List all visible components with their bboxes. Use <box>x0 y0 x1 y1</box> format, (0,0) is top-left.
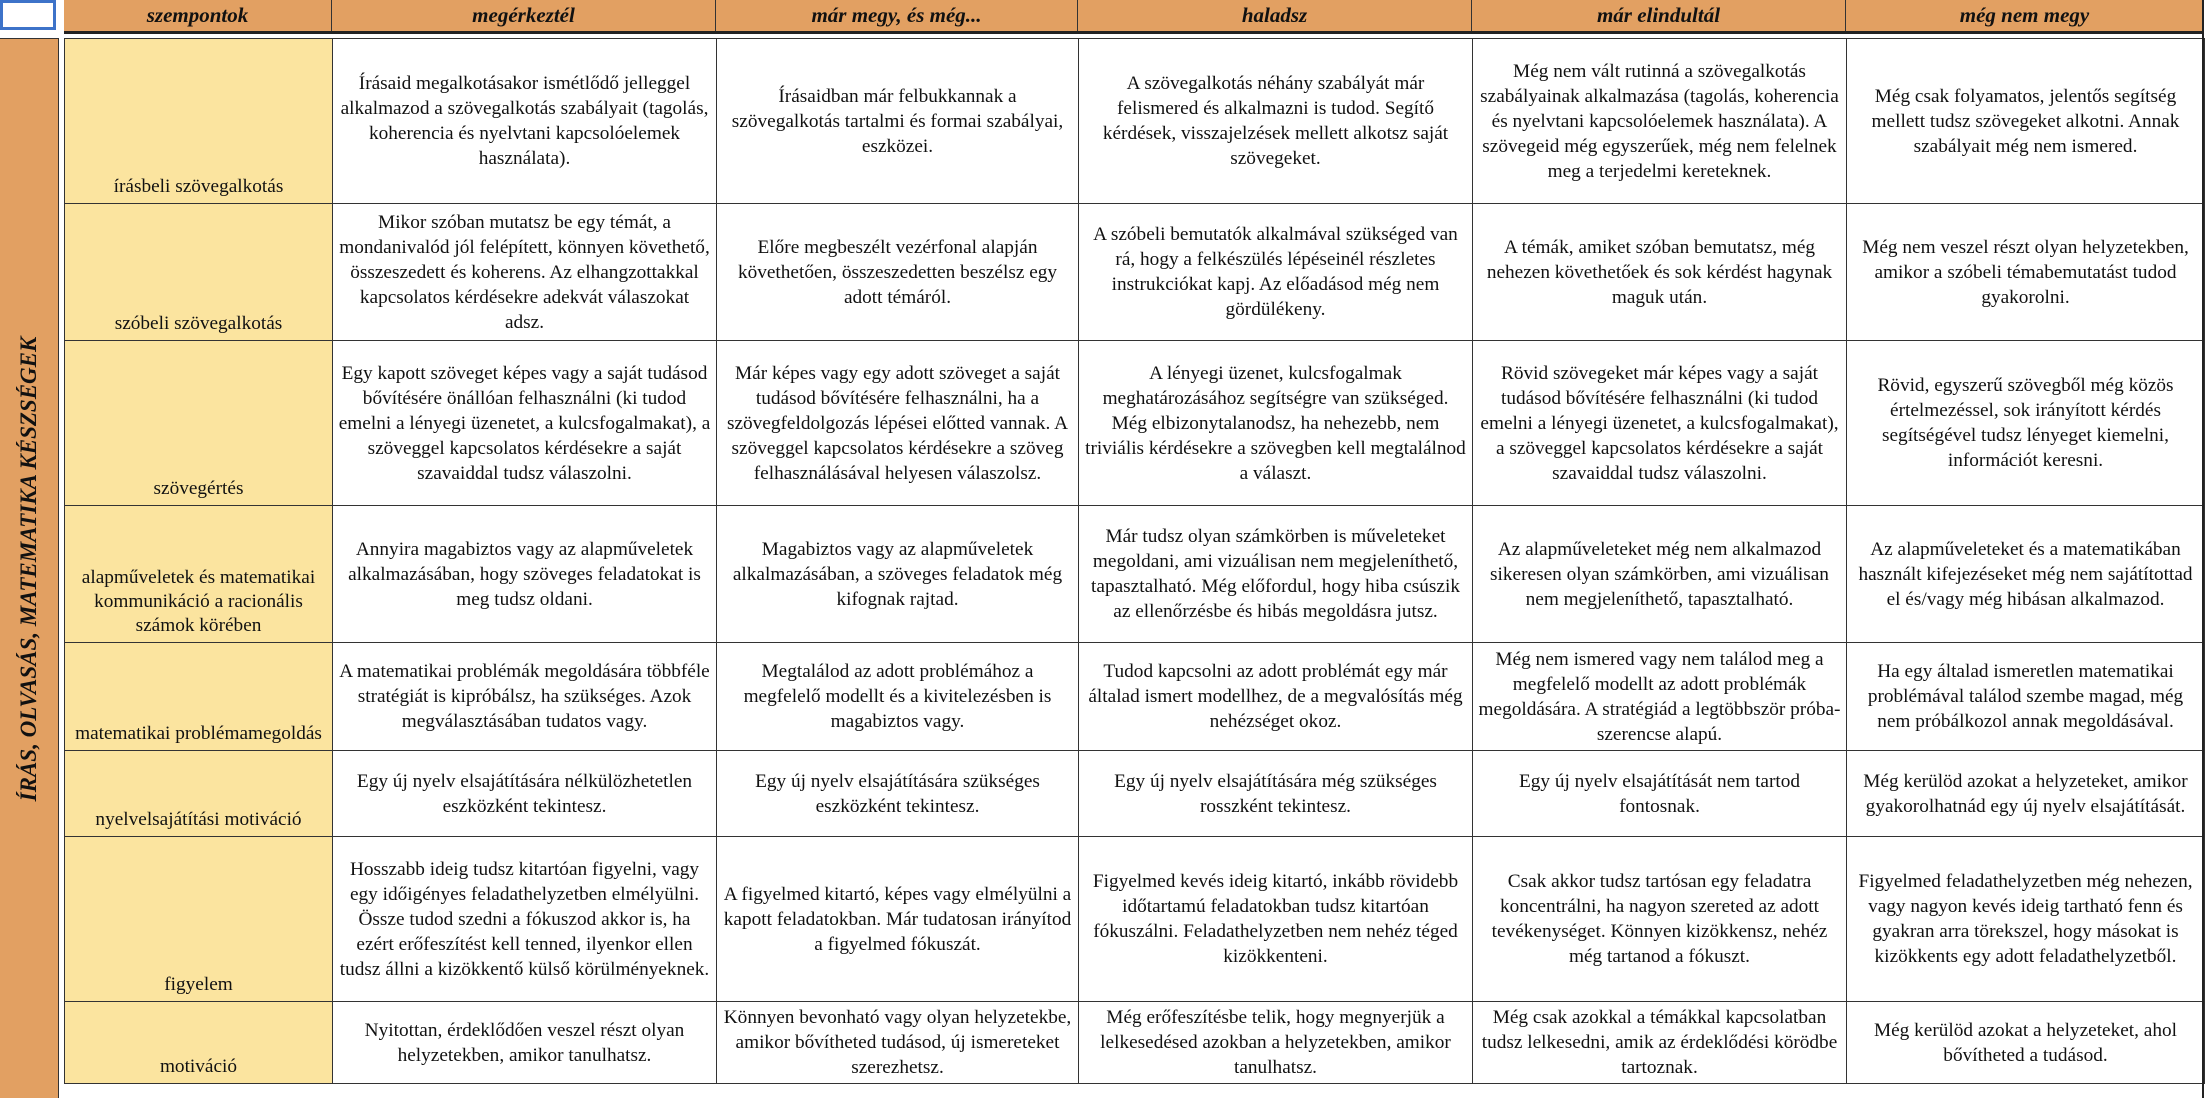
level-cell[interactable]: Még kerülöd azokat a helyzeteket, ahol bővítheted a tudásod. <box>1847 1002 2205 1084</box>
name-box[interactable] <box>0 0 56 30</box>
level-cell[interactable]: Már képes vagy egy adott szöveget a saját tudásod bővítésére felhasználni, ha a szövegfeldolgozás lépései előtted vannak. A szöveggel kapcsolatos kérdésekre a szöveg felhasználásával helyesen válaszolsz. <box>717 341 1079 506</box>
criterion-cell[interactable]: alapműveletek és matematikai kommunikáció a racionális számok körében <box>65 506 333 643</box>
level-cell[interactable]: A lényegi üzenet, kulcsfogalmak meghatározásához segítségre van szükséged. Még elbizonytalanodsz, ha nehezebb, nem triviális kérdésekre a szövegben kell megtalálnod a választ. <box>1079 341 1473 506</box>
level-cell[interactable]: Még erőfeszítésbe telik, hogy megnyerjük a lelkesedésed azokban a helyzetekben, amikor tanulhatsz. <box>1079 1002 1473 1084</box>
level-cell[interactable]: Csak akkor tudsz tartósan egy feladatra koncentrálni, ha nagyon szereted az adott tevékenységet. Könnyen kizökkensz, nehéz még tartanod a fókuszt. <box>1473 837 1847 1002</box>
level-cell[interactable]: Az alapműveleteket és a matematikában használt kifejezéseket még nem sajátítottad el és/vagy még hibásan alkalmazod. <box>1847 506 2205 643</box>
right-border-line <box>2202 0 2204 1098</box>
criterion-cell[interactable]: motiváció <box>65 1002 333 1084</box>
level-cell[interactable]: A figyelmed kitartó, képes vagy elmélyülni a kapott feladatokban. Már tudatosan irányítod a figyelmed fókuszát. <box>717 837 1079 1002</box>
rubric-grid <box>64 38 2205 1084</box>
level-cell[interactable]: A témák, amiket szóban bemutatsz, még nehezen követhetőek és sok kérdést hagynak maguk után. <box>1473 204 1847 341</box>
criterion-cell[interactable]: szövegértés <box>65 341 333 506</box>
header-already-going[interactable]: már megy, és még... <box>716 0 1078 31</box>
category-side-cell[interactable] <box>0 38 59 1098</box>
level-cell[interactable]: Egy új nyelv elsajátítására még szükséges rosszként tekintesz. <box>1079 751 1473 837</box>
level-cell[interactable]: Írásaidban már felbukkannak a szövegalkotás tartalmi és formai szabályai, eszközei. <box>717 39 1079 204</box>
level-cell[interactable]: Írásaid megalkotásakor ismétlődő jelleggel alkalmazod a szövegalkotás szabályait (tagolás, koherencia és nyelvtani kapcsolóelemek használata). <box>333 39 717 204</box>
criterion-cell[interactable]: szóbeli szövegalkotás <box>65 204 333 341</box>
criterion-cell[interactable]: nyelvelsajátítási motiváció <box>65 751 333 837</box>
level-cell[interactable]: Egy kapott szöveget képes vagy a saját tudásod bővítésére önállóan felhasználni (ki tudod emelni a lényegi üzenetet, a kulcsfogalmakat), a szöveggel kapcsolatos kérdésekre a saját szavaiddal tudsz válaszolni. <box>333 341 717 506</box>
level-cell[interactable]: Annyira magabiztos vagy az alapműveletek alkalmazásában, hogy szöveges feladatokat is meg tudsz oldani. <box>333 506 717 643</box>
header-criteria[interactable]: szempontok <box>64 0 332 31</box>
level-cell[interactable]: Rövid, egyszerű szövegből még közös értelmezéssel, sok irányított kérdés segítségével tudsz lényeget kiemelni, információt keresni. <box>1847 341 2205 506</box>
header-progressing[interactable]: haladsz <box>1078 0 1472 31</box>
criterion-cell[interactable]: matematikai problémamegoldás <box>65 643 333 751</box>
header-gap <box>56 0 64 34</box>
table-row <box>65 751 2205 837</box>
level-cell[interactable]: Figyelmed feladathelyzetben még nehezen, vagy nagyon kevés ideig tartható fenn és gyakran arra törekszel, hogy másokat is kizökkents egy adott feladathelyzetből. <box>1847 837 2205 1002</box>
level-cell[interactable]: Könnyen bevonható vagy olyan helyzetekbe, amikor bővítheted tudásod, új ismereteket szerezhetsz. <box>717 1002 1079 1084</box>
criterion-cell[interactable]: figyelem <box>65 837 333 1002</box>
level-cell[interactable]: Hosszabb ideig tudsz kitartóan figyelni, vagy egy időigényes feladathelyzetben elmélyülni. Össze tudod szedni a fókuszod akkor is, ha ezért erőfeszítést kell tenned, ilyenkor ellen tudsz állni a kizökkentő külső körülményeknek. <box>333 837 717 1002</box>
table-row <box>65 506 2205 643</box>
level-cell[interactable]: Még nem vált rutinná a szövegalkotás szabályainak alkalmazása (tagolás, koherencia és nyelvtani kapcsolóelemek használata). A szövegeid még egyszerűek, még nem felelnek meg a terjedelmi kereteknek. <box>1473 39 1847 204</box>
table-row <box>65 1002 2205 1084</box>
table-row <box>65 643 2205 751</box>
category-label: ÍRÁS, OLVASÁS, MATEMATIKA KÉSZSÉGEK <box>16 336 41 802</box>
level-cell[interactable]: Egy új nyelv elsajátítására nélkülözhetetlen eszközként tekintesz. <box>333 751 717 837</box>
level-cell[interactable]: Egy új nyelv elsajátítására szükséges eszközként tekintesz. <box>717 751 1079 837</box>
level-cell[interactable]: A szövegalkotás néhány szabályát már felismered és alkalmazni is tudod. Segítő kérdések, visszajelzések mellett alkotsz saját szövegeket. <box>1079 39 1473 204</box>
level-cell[interactable]: Nyitottan, érdeklődően veszel részt olyan helyzetekben, amikor tanulhatsz. <box>333 1002 717 1084</box>
level-cell[interactable]: Tudod kapcsolni az adott problémát egy már általad ismert modellhez, de a megvalósítás még nehézséget okoz. <box>1079 643 1473 751</box>
level-cell[interactable]: Az alapműveleteket még nem alkalmazod sikeresen olyan számkörben, ami vizuálisan nem megjeleníthető, tapasztalható. <box>1473 506 1847 643</box>
level-cell[interactable]: Már tudsz olyan számkörben is műveleteket megoldani, ami vizuálisan nem megjeleníthető, tapasztalható. Még előfordul, hogy hiba csúszik az ellenőrzésbe és hibás megoldásra jutsz. <box>1079 506 1473 643</box>
level-cell[interactable]: A matematikai problémák megoldására többféle stratégiát is kipróbálsz, ha szükséges. Azok megválasztásában tudatos vagy. <box>333 643 717 751</box>
header-not-yet[interactable]: még nem megy <box>1846 0 2204 31</box>
level-cell[interactable]: Ha egy általad ismeretlen matematikai problémával találod szembe magad, még nem próbálkozol annak megoldásával. <box>1847 643 2205 751</box>
level-cell[interactable]: Még nem ismered vagy nem találod meg a megfelelő modellt az adott problémák megoldására. A stratégiád a legtöbbször próba-szerencse alapú. <box>1473 643 1847 751</box>
level-cell[interactable]: Megtalálod az adott problémához a megfelelő modellt és a kivitelezésben is magabiztos vagy. <box>717 643 1079 751</box>
level-cell[interactable]: A szóbeli bemutatók alkalmával szükséged van rá, hogy a felkészülés lépéseinél részletes instrukciókat kapj. Az előadásod még nem gördülékeny. <box>1079 204 1473 341</box>
level-cell[interactable]: Egy új nyelv elsajátítását nem tartod fontosnak. <box>1473 751 1847 837</box>
table-row <box>65 204 2205 341</box>
header-started[interactable]: már elindultál <box>1472 0 1846 31</box>
level-cell[interactable]: Még nem veszel részt olyan helyzetekben, amikor a szóbeli témabemutatást tudod gyakorolni. <box>1847 204 2205 341</box>
level-cell[interactable]: Még csak azokkal a témákkal kapcsolatban tudsz lelkesedni, amik az érdeklődési körödbe tartoznak. <box>1473 1002 1847 1084</box>
column-header-row <box>64 0 2204 34</box>
table-row <box>65 341 2205 506</box>
criterion-cell[interactable]: írásbeli szövegalkotás <box>65 39 333 204</box>
level-cell[interactable]: Figyelmed kevés ideig kitartó, inkább rövidebb időtartamú feladatokban tudsz kitartóan fókuszálni. Feladathelyzetben nem nehéz téged kizökkenteni. <box>1079 837 1473 1002</box>
level-cell[interactable]: Előre megbeszélt vezérfonal alapján követhetően, összeszedetten beszélsz egy adott témáról. <box>717 204 1079 341</box>
level-cell[interactable]: Még kerülöd azokat a helyzeteket, amikor gyakorolhatnád egy új nyelv elsajátítását. <box>1847 751 2205 837</box>
level-cell[interactable]: Rövid szövegeket már képes vagy a saját tudásod bővítésére felhasználni (ki tudod emelni a lényegi üzenetet, a kulcsfogalmakat), a szöveggel kapcsolatos kérdésekre a saját szavaiddal tudsz válaszolni. <box>1473 341 1847 506</box>
level-cell[interactable]: Magabiztos vagy az alapműveletek alkalmazásában, a szöveges feladatok még kifognak rajtad. <box>717 506 1079 643</box>
header-arrived[interactable]: megérkeztél <box>332 0 716 31</box>
table-row <box>65 837 2205 1002</box>
level-cell[interactable]: Még csak folyamatos, jelentős segítség mellett tudsz szövegeket alkotni. Annak szabályait még nem ismered. <box>1847 39 2205 204</box>
level-cell[interactable]: Mikor szóban mutatsz be egy témát, a mondanivalód jól felépített, könnyen követhető, összeszedett és koherens. Az elhangzottakkal kapcsolatos kérdésekre adekvát válaszokat adsz. <box>333 204 717 341</box>
table-row <box>65 39 2205 204</box>
